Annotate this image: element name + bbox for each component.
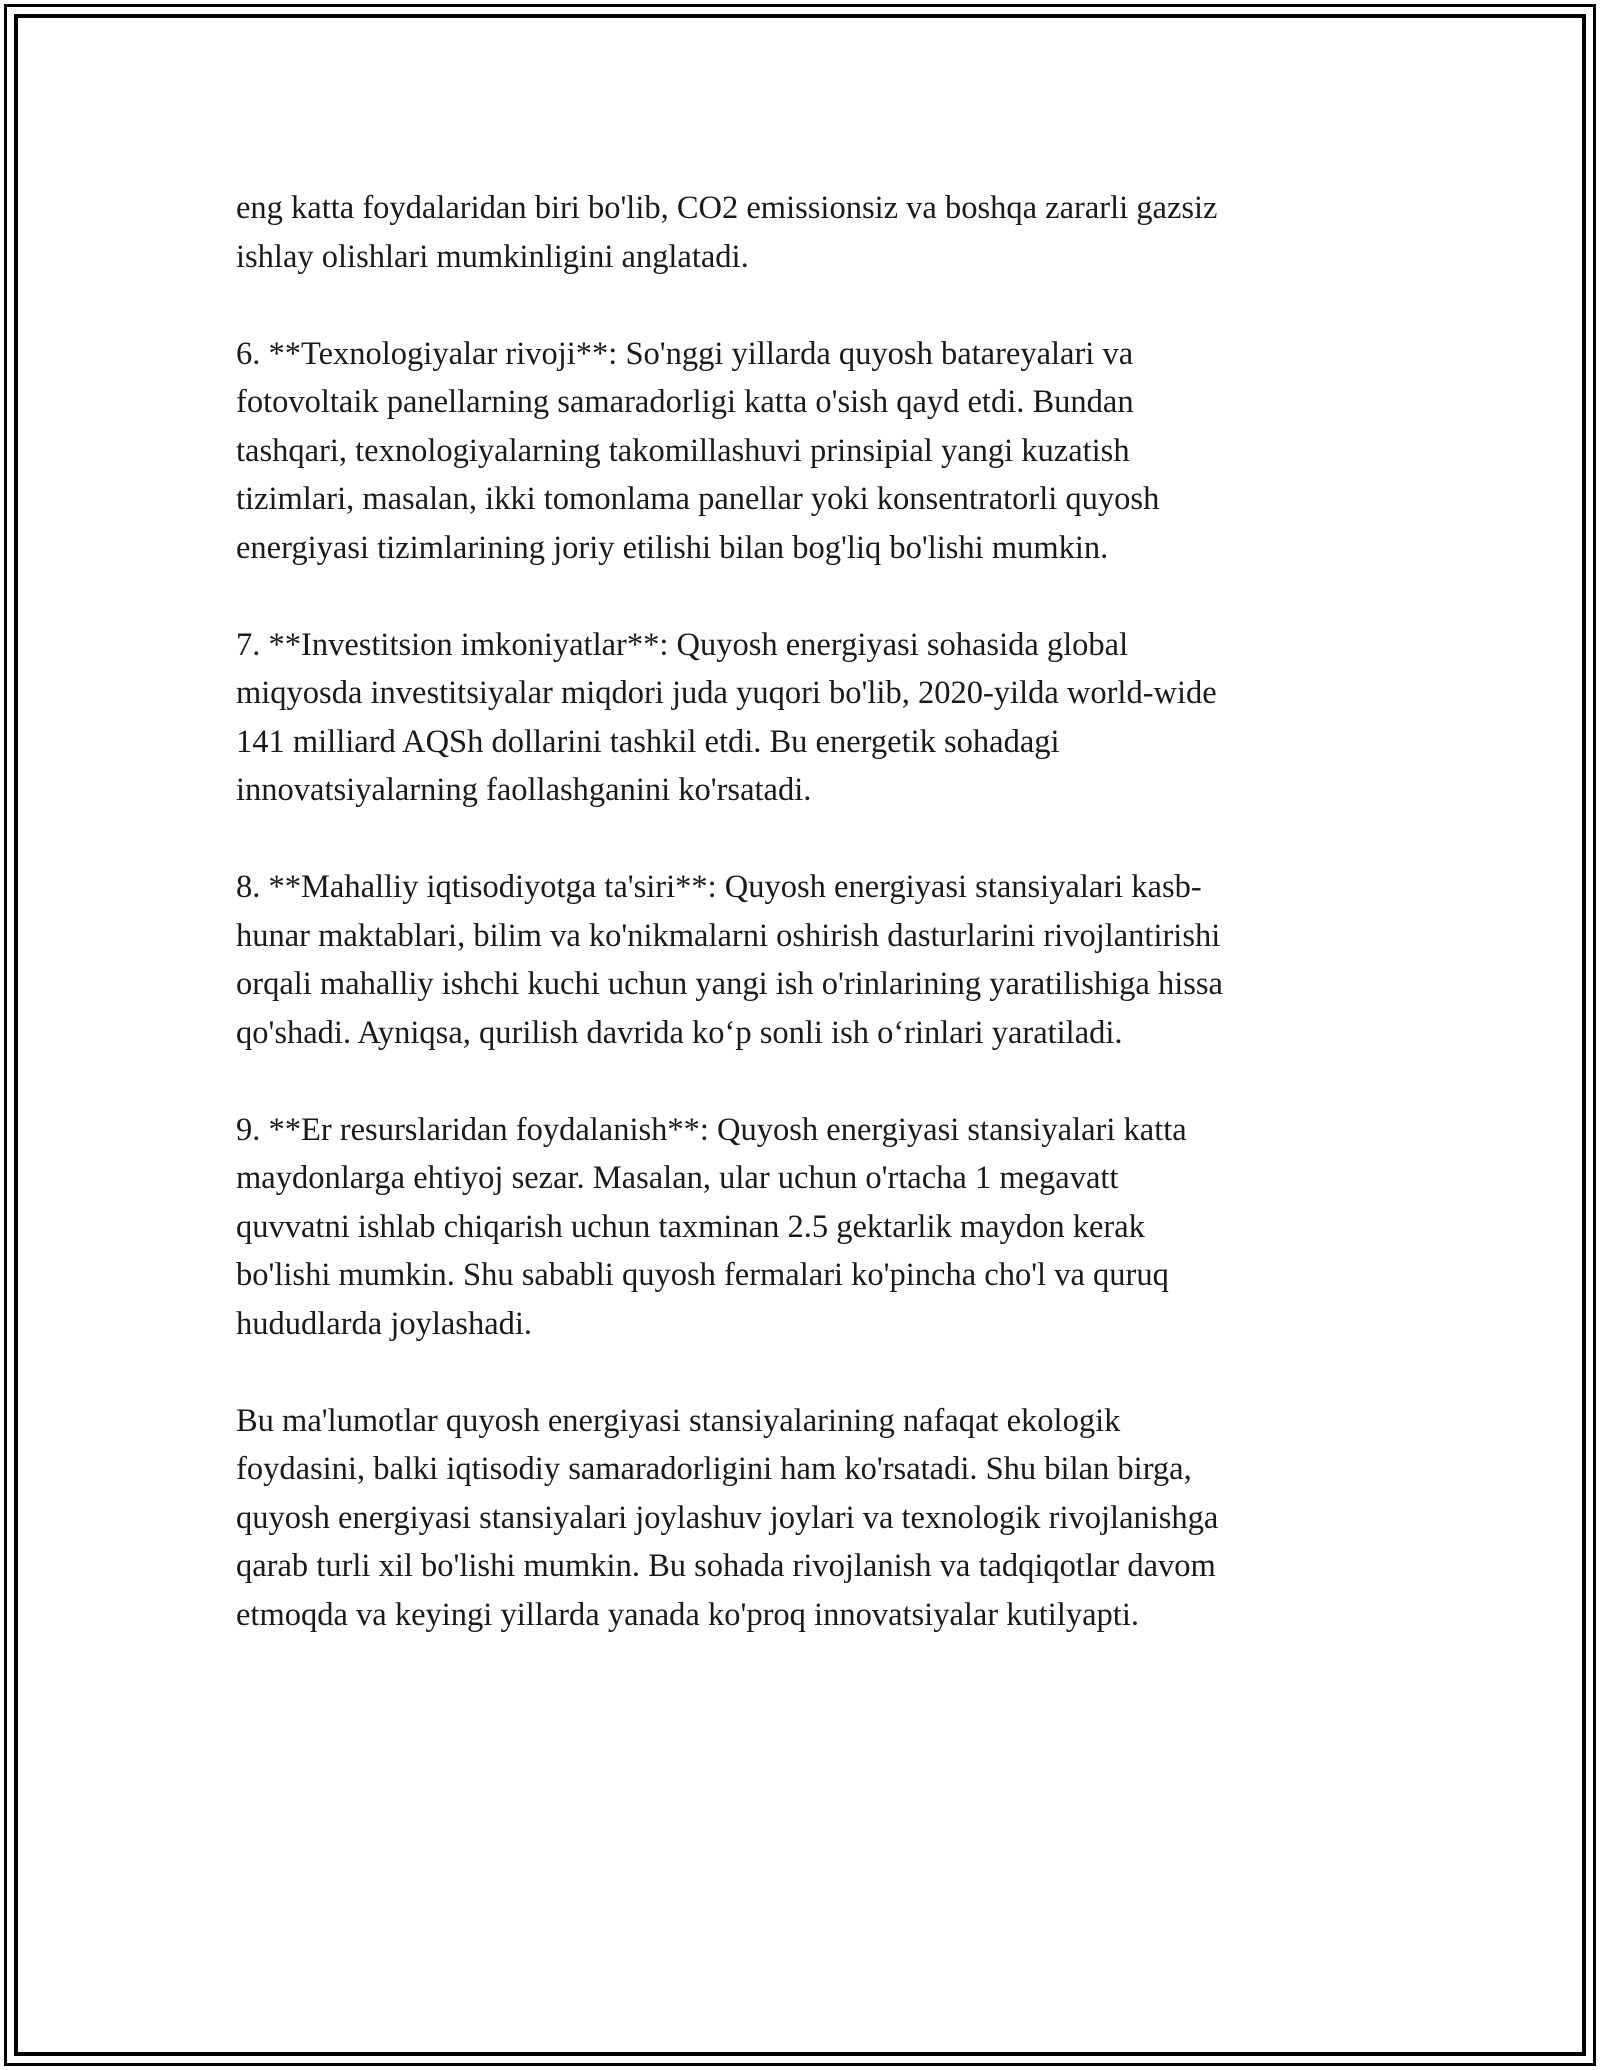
text-line: 6. **Texnologiyalar rivoji**: So'nggi yillarda quyosh batareyalari va bbox=[236, 335, 1134, 372]
text-line: energiyasi tizimlarining joriy etilishi bilan bog'liq bo'lishi mumkin. bbox=[236, 529, 1109, 566]
paragraph-item-9 bbox=[236, 1106, 1366, 1349]
paragraph-item-8 bbox=[236, 863, 1366, 1057]
text-line: 9. **Er resurslaridan foydalanish**: Quyosh energiyasi stansiyalari katta bbox=[236, 1111, 1187, 1148]
paragraph-item-6 bbox=[236, 330, 1366, 573]
text-line: Bu ma'lumotlar quyosh energiyasi stansiyalarining nafaqat ekologik bbox=[236, 1402, 1121, 1439]
text-line: hunar maktablari, bilim va ko'nikmalarni oshirish dasturlarini rivojlantirishi bbox=[236, 917, 1221, 954]
text-line: tashqari, texnologiyalarning takomillashuvi prinsipial yangi kuzatish bbox=[236, 432, 1130, 469]
text-line: bo'lishi mumkin. Shu sababli quyosh fermalari ko'pincha cho'l va quruq bbox=[236, 1257, 1169, 1293]
text-line: ishlay olishlari mumkinligini anglatadi. bbox=[236, 238, 749, 275]
text-line: 141 milliard AQSh dollarini tashkil etdi. Bu energetik sohadagi bbox=[236, 723, 1060, 760]
text-line: eng katta foydalaridan biri bo'lib, CO2 emissionsiz va boshqa zararli gazsiz bbox=[236, 190, 1218, 226]
text-line: hududlarda joylashadi. bbox=[236, 1305, 533, 1342]
text-line: maydonlarga ehtiyoj sezar. Masalan, ular uchun o'rtacha 1 megavatt bbox=[236, 1160, 1119, 1196]
paragraph-conclusion bbox=[236, 1397, 1366, 1640]
text-line: qarab turli xil bo'lishi mumkin. Bu sohada rivojlanish va tadqiqotlar davom bbox=[236, 1548, 1216, 1584]
text-line: 7. **Investitsion imkoniyatlar**: Quyosh energiyasi sohasida global bbox=[236, 626, 1129, 663]
text-line: 8. **Mahalliy iqtisodiyotga ta'siri**: Quyosh energiyasi stansiyalari kasb- bbox=[236, 869, 1202, 905]
text-line: foydasini, balki iqtisodiy samaradorligini ham ko'rsatadi. Shu bilan birga, bbox=[236, 1451, 1192, 1487]
text-line: fotovoltaik panellarning samaradorligi katta o'sish qayd etdi. Bundan bbox=[236, 384, 1134, 420]
paragraph-item-7 bbox=[236, 621, 1366, 815]
document-body bbox=[236, 184, 1366, 1688]
text-line: quvvatni ishlab chiqarish uchun taxminan 2.5 gektarlik maydon kerak bbox=[236, 1208, 1145, 1245]
text-line: tizimlari, masalan, ikki tomonlama panellar yoki konsentratorli quyosh bbox=[236, 481, 1160, 517]
text-line: qo'shadi. Ayniqsa, qurilish davrida ko‘p sonli ish o‘rinlari yaratiladi. bbox=[236, 1014, 1123, 1051]
text-line: miqyosda investitsiyalar miqdori juda yuqori bo'lib, 2020-yilda world-wide bbox=[236, 675, 1217, 711]
paragraph-intro-continuation bbox=[236, 184, 1366, 281]
text-line: etmoqda va keyingi yillarda yanada ko'proq innovatsiyalar kutilyapti. bbox=[236, 1596, 1139, 1633]
text-line: orqali mahalliy ishchi kuchi uchun yangi ish o'rinlarining yaratilishiga hissa bbox=[236, 966, 1223, 1002]
text-line: innovatsiyalarning faollashganini ko'rsatadi. bbox=[236, 772, 812, 808]
text-line: quyosh energiyasi stansiyalari joylashuv joylari va texnologik rivojlanishga bbox=[236, 1499, 1219, 1536]
